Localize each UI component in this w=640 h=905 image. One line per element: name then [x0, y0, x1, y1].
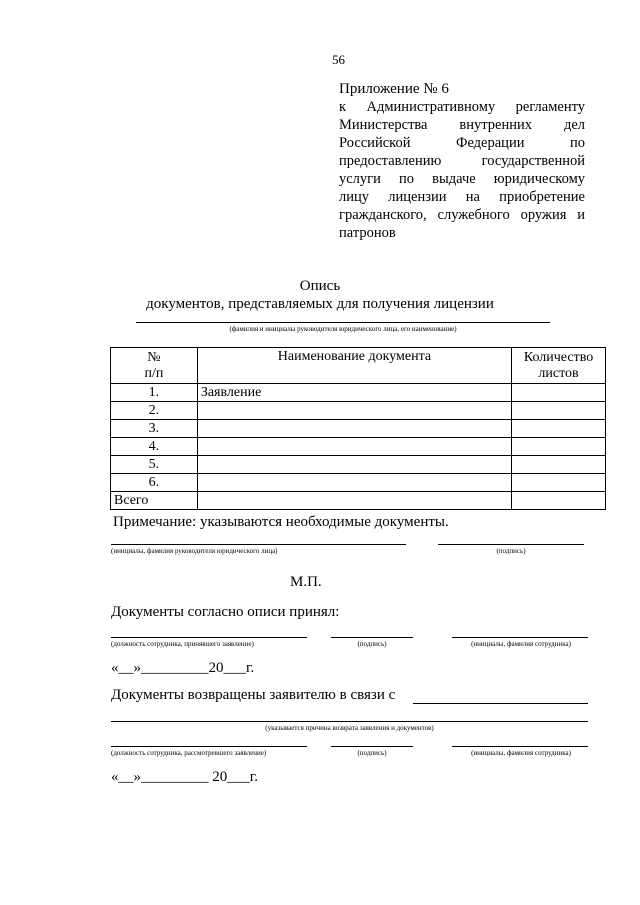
head-signature-line [438, 544, 584, 545]
returned-position-caption: (должность сотрудника, рассмотревшего заявление) [111, 749, 267, 757]
returned-reason-line-2 [111, 721, 588, 722]
accepted-name-line [452, 637, 588, 638]
row-sheets [512, 456, 606, 474]
head-name-caption: (инициалы, фамилия руководителя юридического лица) [111, 547, 278, 555]
accepted-position-caption: (должность сотрудника, принявшего заявление) [111, 640, 254, 648]
table-row [111, 384, 606, 402]
row-number: 3. [111, 420, 198, 438]
returned-reason-line-1 [413, 703, 588, 704]
row-document-name [197, 474, 511, 492]
table-row [111, 456, 606, 474]
row-document-name [197, 438, 511, 456]
row-sheets [512, 402, 606, 420]
row-number: 1. [111, 384, 198, 402]
table-header-row [111, 348, 606, 384]
header-number [111, 348, 198, 384]
accepted-signature-caption: (подпись) [357, 640, 387, 648]
head-signature-caption: (подпись) [496, 547, 526, 555]
document-subtitle: документов, представляемых для получения лицензии [146, 296, 494, 312]
row-sheets [512, 474, 606, 492]
total-sheets [512, 492, 606, 510]
accepted-date: «__»_________20___г. [111, 660, 255, 676]
header-sheets-line: Количество [523, 349, 594, 365]
appendix-line: патронов [339, 225, 396, 241]
row-document-name [197, 456, 511, 474]
document-title: Опись [299, 278, 341, 294]
header-document-name: Наименование документа [197, 348, 511, 384]
row-sheets [512, 420, 606, 438]
appendix-title: Приложение № 6 [339, 81, 449, 97]
returned-signature-line [331, 746, 413, 747]
accepted-position-line [111, 637, 307, 638]
row-number: 6. [111, 474, 198, 492]
total-document-name [197, 492, 511, 510]
appendix-body [339, 98, 585, 242]
applicant-caption: (фамилия и инициалы руководителя юридического лица, его наименование) [229, 325, 457, 333]
row-document-name: Заявление [197, 384, 511, 402]
documents-table [110, 347, 606, 510]
row-number: 2. [111, 402, 198, 420]
row-document-name [197, 402, 511, 420]
appendix-line: предоставлению государственной [339, 153, 585, 169]
header-sheets-line: листов [538, 365, 579, 381]
returned-label: Документы возвращены заявителю в связи с [111, 687, 396, 703]
row-document-name [197, 420, 511, 438]
table-row [111, 438, 606, 456]
returned-name-caption: (инициалы, фамилия сотрудника) [471, 749, 571, 757]
header-sheets [512, 348, 606, 384]
returned-position-line [111, 746, 307, 747]
row-sheets [512, 384, 606, 402]
applicant-line [136, 322, 550, 323]
header-number-line: № [147, 349, 161, 365]
accepted-name-caption: (инициалы, фамилия сотрудника) [471, 640, 571, 648]
total-label: Всего [111, 492, 198, 510]
appendix-line: услуги по выдаче юридическому [339, 171, 585, 187]
returned-date: «__»_________ 20___г. [111, 769, 258, 785]
returned-reason-caption: (указывается причина возврата заявления и документов) [265, 724, 434, 732]
stamp-label: М.П. [290, 574, 322, 590]
accepted-label: Документы согласно описи принял: [111, 604, 340, 620]
table-row [111, 420, 606, 438]
note: Примечание: указываются необходимые документы. [113, 514, 449, 530]
table-row [111, 474, 606, 492]
table-row [111, 402, 606, 420]
appendix-line: к Административному регламенту [339, 99, 585, 115]
row-sheets [512, 438, 606, 456]
returned-name-line [452, 746, 588, 747]
table-total-row [111, 492, 606, 510]
returned-signature-caption: (подпись) [357, 749, 387, 757]
page-number: 56 [332, 52, 345, 67]
appendix-line: Министерства внутренних дел [339, 117, 585, 133]
appendix-line: гражданского, служебного оружия и [339, 207, 585, 223]
row-number: 4. [111, 438, 198, 456]
appendix-header [339, 80, 585, 242]
appendix-line: Российской Федерации по [339, 135, 585, 151]
accepted-signature-line [331, 637, 413, 638]
appendix-line: лицу лицензии на приобретение [339, 189, 585, 205]
head-name-line [111, 544, 406, 545]
row-number: 5. [111, 456, 198, 474]
header-number-line: п/п [144, 365, 164, 381]
